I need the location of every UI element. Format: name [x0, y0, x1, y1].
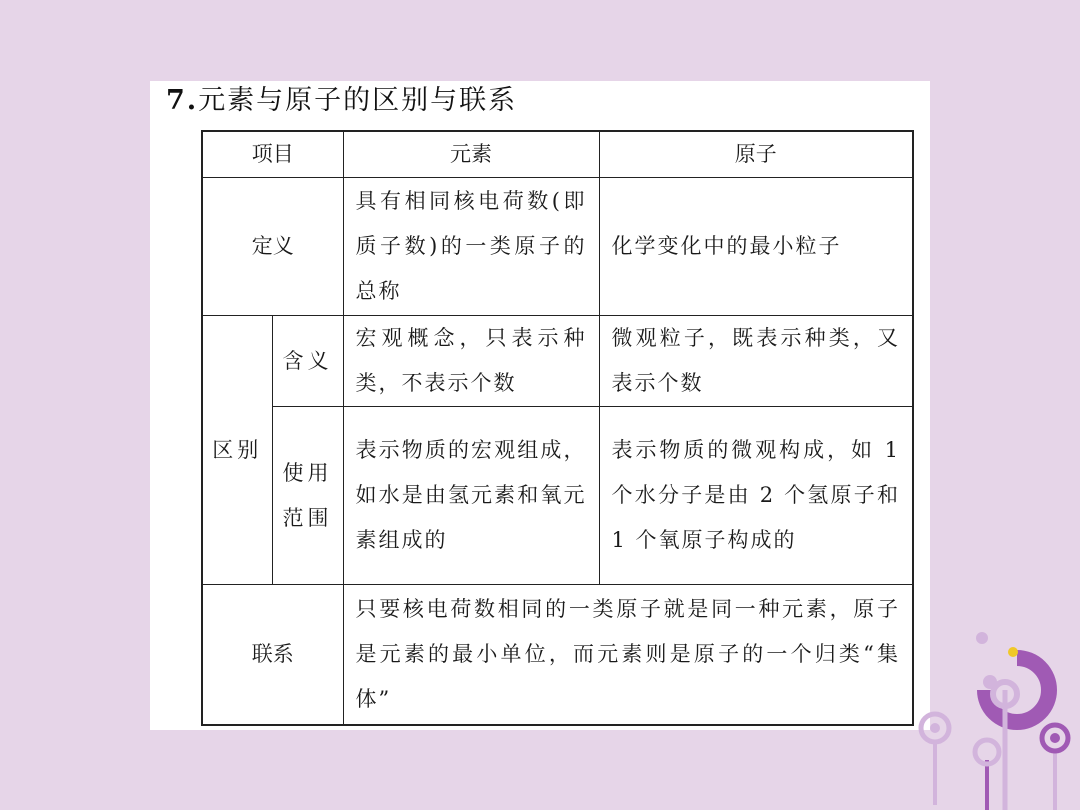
table-row-definition — [202, 178, 913, 316]
table-row-connection — [202, 585, 913, 725]
comparison-table — [201, 130, 914, 726]
cell-definition-atom: 化学变化中的最小粒子 — [599, 178, 913, 316]
cell-connection-text: 只要核电荷数相同的一类原子就是同一种元素，原子是元素的最小单位，而元素则是原子的一个归类“集体” — [343, 585, 913, 725]
heading-title: 元素与原子的区别与联系 — [198, 85, 518, 116]
decorative-circuit-graphic — [905, 630, 1080, 810]
label-meaning: 含义 — [272, 316, 343, 407]
cell-definition-element: 具有相同核电荷数(即质子数)的一类原子的总称 — [343, 178, 599, 316]
label-definition: 定义 — [202, 178, 343, 316]
header-item: 项目 — [202, 131, 343, 178]
deco-dot-small — [976, 632, 988, 644]
cell-usage-element: 表示物质的宏观组成，如水是由氢元素和氧元素组成的 — [343, 407, 599, 585]
slide-content — [150, 81, 930, 730]
cell-usage-atom: 表示物质的微观构成，如 1 个水分子是由 2 个氢原子和 1 个氧原子构成的 — [599, 407, 913, 585]
deco-dot-left — [930, 723, 940, 733]
deco-dot-accent — [1008, 647, 1018, 657]
header-element: 元素 — [343, 131, 599, 178]
table-header-row — [202, 131, 913, 178]
label-usage: 使用范围 — [272, 407, 343, 585]
cell-meaning-element: 宏观概念，只表示种类，不表示个数 — [343, 316, 599, 407]
label-connection: 联系 — [202, 585, 343, 725]
label-difference: 区别 — [202, 316, 272, 585]
header-atom: 原子 — [599, 131, 913, 178]
cell-meaning-atom: 微观粒子，既表示种类，又表示个数 — [599, 316, 913, 407]
table-row-usage — [202, 407, 913, 585]
table-row-meaning — [202, 316, 913, 407]
section-heading — [166, 83, 517, 119]
deco-dot-right — [1050, 733, 1060, 743]
heading-number: 7. — [166, 85, 199, 116]
